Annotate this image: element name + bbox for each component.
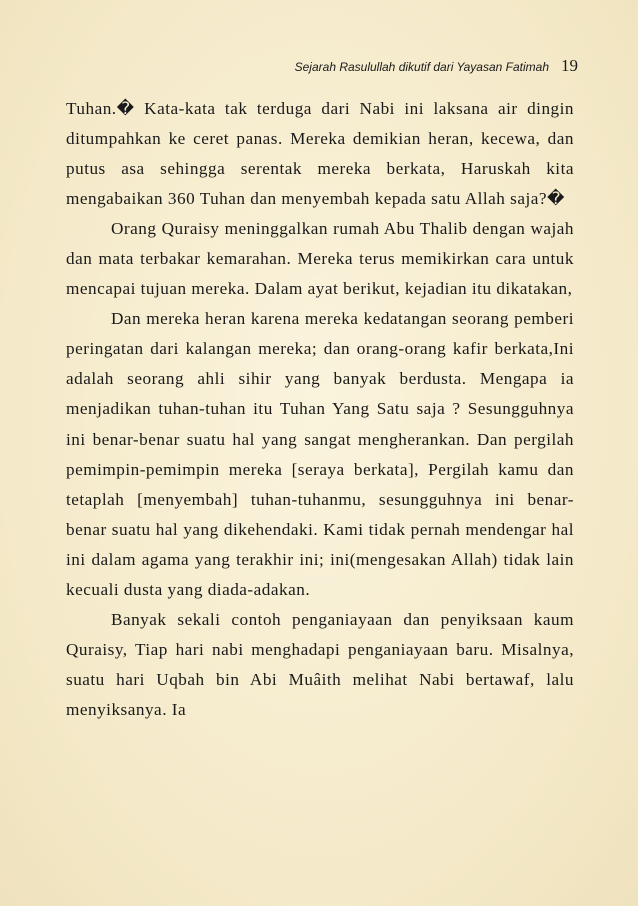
paragraph-2: Orang Quraisy meninggalkan rumah Abu Thalib dengan wajah dan mata terbakar kemarahan. Mereka terus memikirkan cara untuk mencapai tujuan mereka. Dalam ayat berikut, kejadian itu dikatakan, [66, 219, 574, 299]
paragraph-1: Tuhan.� Kata-kata tak terduga dari Nabi ini laksana air dingin ditumpahkan ke ceret panas. Mereka demikian heran, kecewa, dan putus asa sehingga serentak mereka berkata, Haruskah kita mengabaikan 360 Tuhan dan menyembah kepada satu Allah saja?� [66, 99, 574, 209]
paragraph-4: Banyak sekali contoh penganiayaan dan penyiksaan kaum Quraisy, Tiap hari nabi menghadapi penganiayaan baru. Misalnya, suatu hari Uqbah bin Abi Muâith melihat Nabi bertawaf, lalu menyiksanya. Ia [66, 609, 574, 719]
running-header [295, 56, 578, 76]
header-title: Sejarah Rasulullah dikutif dari Yayasan Fatimah [294, 60, 549, 74]
paragraph-3: Dan mereka heran karena mereka kedatangan seorang pemberi peringatan dari kalangan mereka; dan orang-orang kafir berkata,Ini adalah seorang ahli sihir yang banyak berdusta. Mengapa ia menjadikan tuhan-tuhan itu Tuhan Yang Satu saja ? Sesungguhnya ini benar-benar suatu hal yang sangat mengherankan. Dan pergilah pemimpin-pemimpin mereka [seraya berkata], Pergilah kamu dan tetaplah [menyembah] tuhan-tuhanmu, sesungguhnya ini benar-benar suatu hal yang dikehendaki. Kami tidak pernah mendengar hal ini dalam agama yang terakhir ini; ini(mengesakan Allah) tidak lain kecuali dusta yang diada-adakan. [66, 309, 574, 599]
page-number: 19 [561, 56, 578, 75]
body-text [66, 94, 574, 725]
